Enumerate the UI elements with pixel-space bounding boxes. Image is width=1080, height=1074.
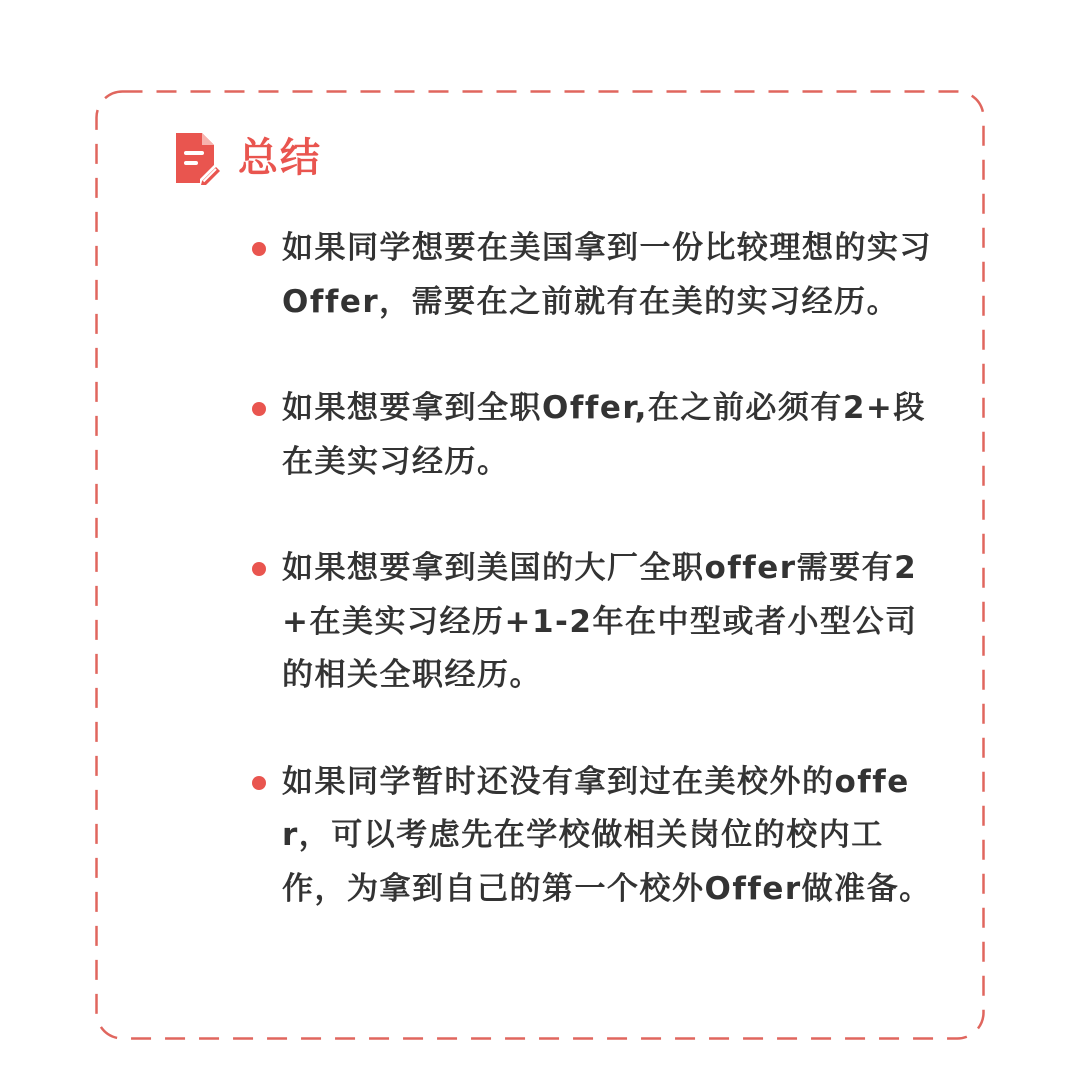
document-edit-icon xyxy=(172,131,220,185)
list-item xyxy=(250,382,940,489)
summary-heading xyxy=(172,130,322,186)
list-item xyxy=(250,756,940,917)
bullet-dot-icon xyxy=(252,776,266,790)
list-item-text: 如果同学暂时还没有拿到过在美校外的offer，可以考虑先在学校做相关岗位的校内工作，为拿到自己的第一个校外Offer做准备。 xyxy=(282,763,932,907)
heading-title: 总结 xyxy=(238,135,322,181)
list-item-text: 如果想要拿到全职Offer,在之前必须有2+段在美实习经历。 xyxy=(282,390,926,480)
bullet-dot-icon xyxy=(252,242,266,256)
bullet-dot-icon xyxy=(252,402,266,416)
list-item xyxy=(250,542,940,703)
summary-list xyxy=(250,222,940,916)
bullet-dot-icon xyxy=(252,562,266,576)
list-item xyxy=(250,222,940,329)
list-item-text: 如果同学想要在美国拿到一份比较理想的实习Offer，需要在之前就有在美的实习经历。 xyxy=(282,230,932,320)
list-item-text: 如果想要拿到美国的大厂全职offer需要有2+在美实习经历+1-2年在中型或者小型公司的相关全职经历。 xyxy=(282,550,918,693)
